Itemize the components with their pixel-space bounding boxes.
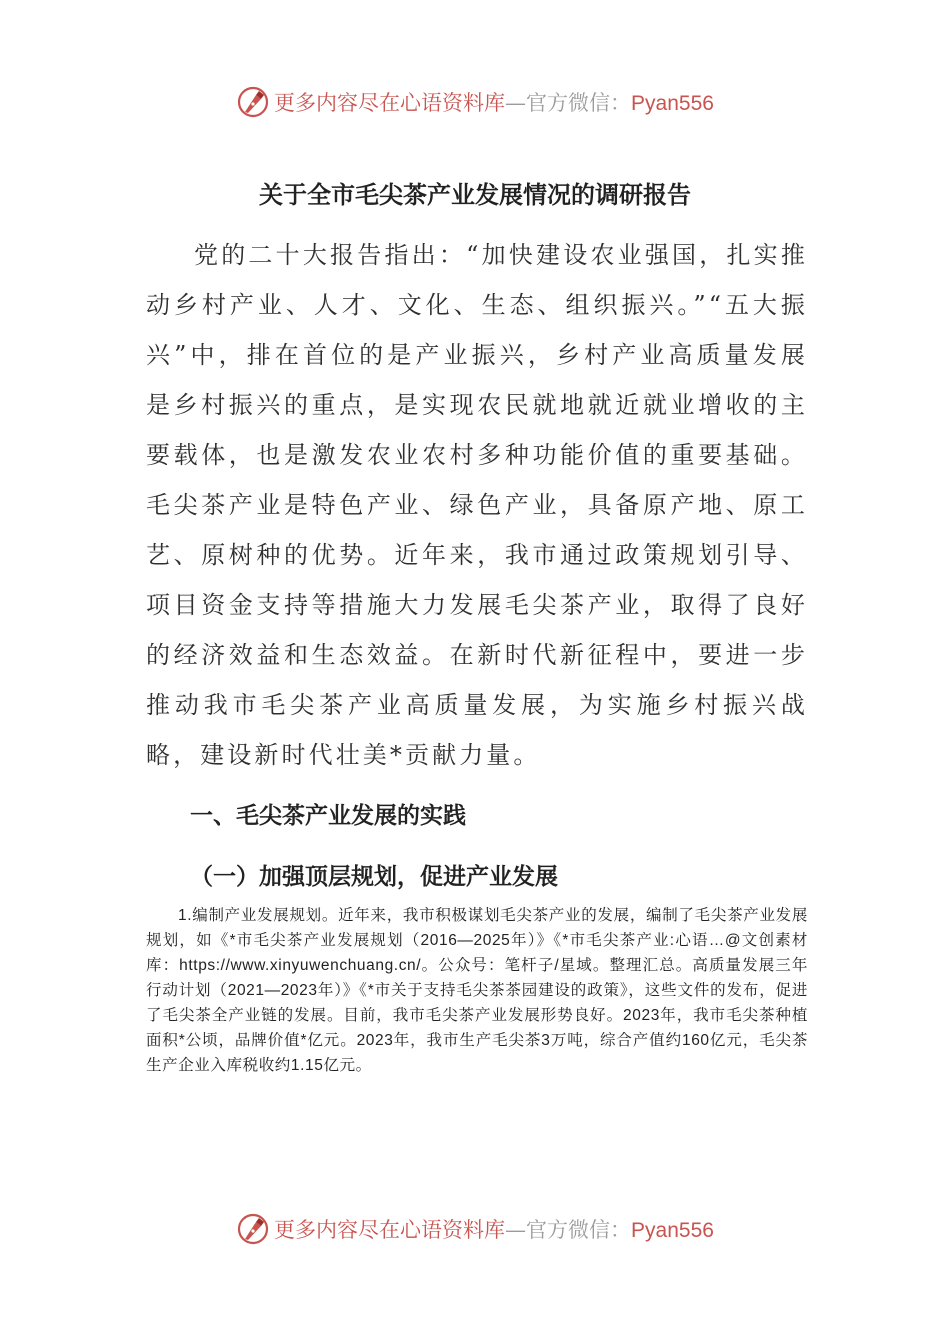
intro-paragraph: 党的二十大报告指出：“加快建设农业强国，扎实推动乡村产业、人才、文化、生态、组织振兴。”“五大振兴”中，排在首位的是产业振兴，乡村产业高质量发展是乡村振兴的重点，是实现农民就地就近就业增收的主要载体，也是激发农业农村多种功能价值的重要基础。毛尖茶产业是特色产业、绿色产业，具备原产地、原工艺、原树种的优势。近年来，我市通过政策规划引导、项目资金支持等措施大力发展毛尖茶产业，取得了良好的经济效益和生态效益。在新时代新征程中，要进一步推动我市毛尖茶产业高质量发展，为实施乡村振兴战略，建设新时代壮美*贡献力量。 [146, 241, 808, 769]
pen-nib-circle-icon [236, 85, 270, 119]
banner-contact-label: 官方微信： [526, 91, 632, 115]
body-paragraph-1: 1.编制产业发展规划。近年来，我市积极谋划毛尖茶产业的发展，编制了毛尖茶产业发展规划，如《*市毛尖茶产业发展规划（2016—2025年）》《*市毛尖茶产业:心语…@文创素材库：https://www.xinyuwenchuang.cn/。公众号：笔杆子/星域。整理汇总。高质量发展三年行动计划（2021—2023年）》《*市关于支持毛尖茶茶园建设的政策》，这些文件的发布，促进了毛尖茶全产业链的发展。目前，我市毛尖茶产业发展形势良好。2023年，我市毛尖茶种植面积*公顷，品牌价值*亿元。2023年，我市生产毛尖茶3万吨，综合产值约160亿元，毛尖茶生产企业入库税收约1.15亿元。 [146, 907, 808, 1074]
section-heading-1: 一、毛尖茶产业发展的实践 [190, 803, 466, 829]
subsection-heading-1: （一）加强顶层规划，促进产业发展 [190, 864, 558, 890]
banner-contact-id: Pyan556 [631, 1219, 714, 1242]
pen-nib-circle-icon [236, 1212, 270, 1246]
header-watermark-banner [0, 82, 950, 122]
banner-contact-label: 官方微信： [526, 1218, 632, 1242]
banner-dash: — [505, 1218, 527, 1242]
banner-dash: — [505, 91, 527, 115]
banner-main-text: 更多内容尽在心语资料库 [274, 1218, 506, 1242]
footer-watermark-banner [0, 1209, 950, 1249]
document-title: 关于全市毛尖茶产业发展情况的调研报告 [259, 181, 691, 209]
banner-contact-id: Pyan556 [631, 92, 714, 115]
banner-main-text: 更多内容尽在心语资料库 [274, 91, 506, 115]
